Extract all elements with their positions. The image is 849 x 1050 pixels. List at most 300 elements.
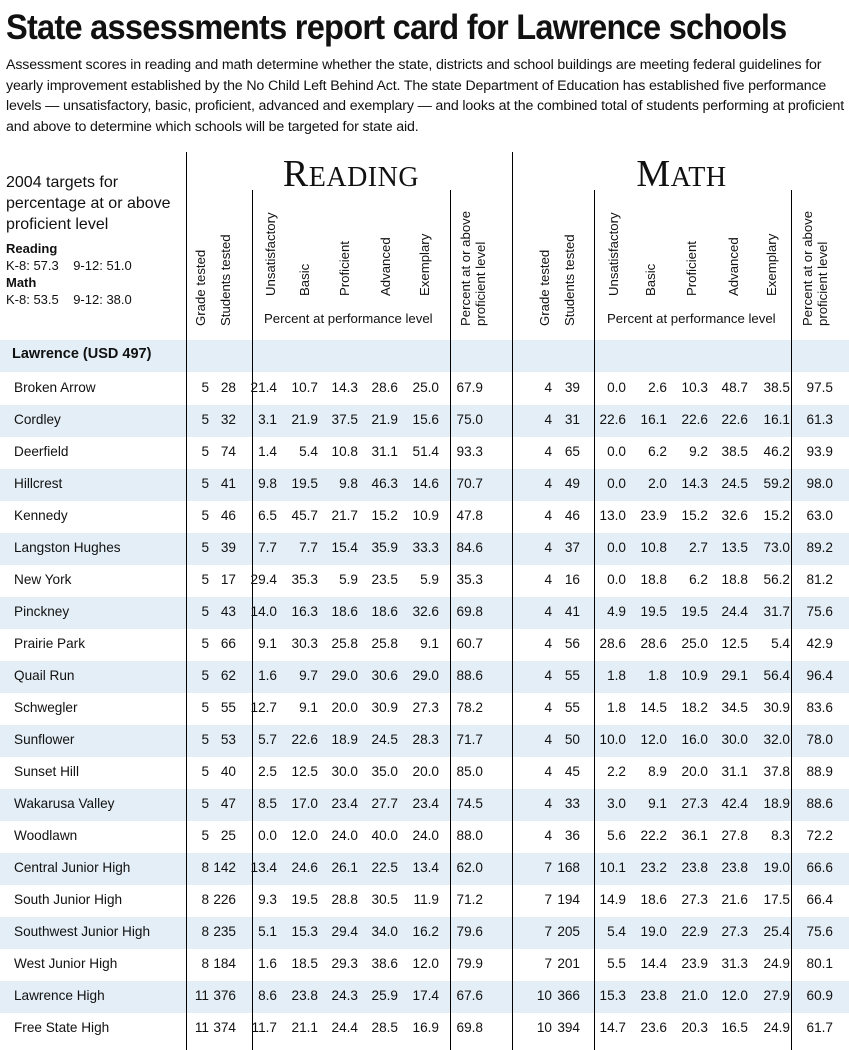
reading-cell: 5: [201, 476, 209, 491]
reading-cell: 23.4: [331, 796, 358, 811]
reading-cell: 45.7: [291, 508, 318, 523]
math-cell: 4: [544, 668, 552, 683]
reading-cell: 15.6: [412, 412, 439, 427]
math-cell: 61.3: [806, 412, 833, 427]
math-cell: 4: [544, 476, 552, 491]
math-cell: 98.0: [806, 476, 833, 491]
math-cell: 22.6: [599, 412, 626, 427]
reading-cell: 24.3: [331, 988, 358, 1003]
math-cell: 41: [564, 604, 580, 619]
reading-header-students: [218, 190, 258, 326]
reading-cell: 14.6: [412, 476, 439, 491]
math-cell: 24.9: [763, 956, 790, 971]
reading-cell: 5: [201, 700, 209, 715]
reading-cell: 9.8: [258, 476, 277, 491]
math-cell: 75.6: [806, 604, 833, 619]
reading-cell: 3.1: [258, 412, 277, 427]
school-name: Southwest Junior High: [14, 924, 151, 939]
math-cell: 36.1: [681, 828, 708, 843]
reading-cell: 84.6: [456, 540, 483, 555]
reading-cell: 5: [201, 380, 209, 395]
math-cell: 37: [564, 540, 580, 555]
reading-cell: 5.4: [299, 444, 318, 459]
math-cell: 78.0: [806, 732, 833, 747]
math-cell: 83.6: [806, 700, 833, 715]
reading-header-label-percent_above: Percent at or above proficient level: [458, 210, 488, 326]
reading-cell: 8: [201, 892, 209, 907]
math-cell: 19.5: [640, 604, 667, 619]
reading-cell: 47.8: [456, 508, 483, 523]
targets-box: [6, 172, 186, 308]
school-name: Free State High: [14, 1020, 110, 1035]
reading-cell: 5: [201, 636, 209, 651]
math-cell: 14.3: [681, 476, 708, 491]
reading-cell: 142: [213, 860, 236, 875]
math-cell: 18.6: [640, 892, 667, 907]
reading-cell: 25.9: [371, 988, 398, 1003]
math-cell: 4: [544, 380, 552, 395]
reading-cell: 18.6: [331, 604, 358, 619]
math-cell: 31.7: [763, 604, 790, 619]
reading-cell: 20.0: [331, 700, 358, 715]
math-cell: 15.3: [599, 988, 626, 1003]
math-header-label-unsatisfactory: Unsatisfactory: [606, 212, 621, 296]
math-cell: 93.9: [806, 444, 833, 459]
math-cell: 4: [544, 508, 552, 523]
reading-cell: 8: [201, 860, 209, 875]
reading-cell: 25: [220, 828, 236, 843]
math-cell: 8.9: [648, 764, 667, 779]
math-cell: 10.3: [681, 380, 708, 395]
reading-cell: 24.5: [371, 732, 398, 747]
reading-cell: 16.2: [412, 924, 439, 939]
reading-cell: 12.7: [250, 700, 277, 715]
reading-cell: 5.7: [258, 732, 277, 747]
math-cell: 16.5: [721, 1020, 748, 1035]
math-cell: 23.9: [640, 508, 667, 523]
math-cell: 27.8: [721, 828, 748, 843]
math-cell: 27.3: [721, 924, 748, 939]
reading-cell: 28.6: [371, 380, 398, 395]
math-header-label-advanced: Advanced: [726, 237, 741, 296]
math-cell: 4: [544, 700, 552, 715]
school-name: Kennedy: [14, 508, 68, 523]
math-cell: 16.1: [763, 412, 790, 427]
reading-cell: 67.9: [456, 380, 483, 395]
reading-cell: 30.6: [371, 668, 398, 683]
reading-cell: 78.2: [456, 700, 483, 715]
math-cell: 366: [557, 988, 580, 1003]
math-cell: 168: [557, 860, 580, 875]
math-cell: 0.0: [607, 380, 626, 395]
reading-cell: 30.5: [371, 892, 398, 907]
math-cell: 80.1: [806, 956, 833, 971]
math-cell: 65: [564, 444, 580, 459]
math-header-label-grade: Grade tested: [537, 249, 552, 326]
reading-cell: 35.3: [456, 572, 483, 587]
math-cell: 4: [544, 636, 552, 651]
reading-cell: 25.0: [412, 380, 439, 395]
page-title: State assessments report card for Lawrence schools: [6, 8, 787, 47]
math-cell: 10: [536, 1020, 552, 1035]
math-cell: 1.8: [648, 668, 667, 683]
math-cell: 30.0: [721, 732, 748, 747]
math-cell: 12.5: [721, 636, 748, 651]
reading-cell: 55: [220, 700, 236, 715]
school-name: Deerfield: [14, 444, 69, 459]
reading-header-advanced: [378, 190, 418, 326]
reading-cell: 60.7: [456, 636, 483, 651]
reading-cell: 66: [220, 636, 236, 651]
math-cell: 20.0: [681, 764, 708, 779]
reading-cell: 12.0: [412, 956, 439, 971]
reading-cell: 12.0: [291, 828, 318, 843]
reading-cell: 19.5: [291, 892, 318, 907]
reading-cell: 28.8: [331, 892, 358, 907]
math-cell: 31.3: [721, 956, 748, 971]
math-cell: 14.5: [640, 700, 667, 715]
reading-cell: 16.3: [291, 604, 318, 619]
reading-cell: 15.3: [291, 924, 318, 939]
math-cell: 56: [564, 636, 580, 651]
math-cell: 56.2: [763, 572, 790, 587]
math-cell: 55: [564, 700, 580, 715]
math-cell: 96.4: [806, 668, 833, 683]
reading-cell: 7.7: [299, 540, 318, 555]
school-name: South Junior High: [14, 892, 123, 907]
math-cell: 37.8: [763, 764, 790, 779]
reading-header-basic: [297, 190, 337, 326]
school-name: Broken Arrow: [14, 380, 96, 395]
intro-paragraph: Assessment scores in reading and math determine whether the state, districts and school buildings are meeting federal guidelines for yearly improvement established by the No Child Left Behind Act. The state Department of Education has established five performance levels — unsatisfactory, basic, proficient, advanced and exemplary — and looks at the combined total of students performing at proficient and above to determine which schools will be targeted for state aid.: [6, 57, 844, 135]
math-cell: 1.8: [607, 700, 626, 715]
reading-cell: 37.5: [331, 412, 358, 427]
reading-cell: 22.6: [291, 732, 318, 747]
reading-cell: 19.5: [291, 476, 318, 491]
reading-cell: 9.1: [299, 700, 318, 715]
reading-cell: 376: [213, 988, 236, 1003]
school-name: Cordley: [14, 412, 61, 427]
math-cell: 16: [564, 572, 580, 587]
reading-cell: 30.0: [331, 764, 358, 779]
targets-reading-values: K-8: 57.3 9-12: 51.0: [6, 258, 132, 273]
school-name: Central Junior High: [14, 860, 131, 875]
reading-cell: 51.4: [412, 444, 439, 459]
math-cell: 18.8: [721, 572, 748, 587]
math-cell: 31: [564, 412, 580, 427]
math-cell: 4: [544, 444, 552, 459]
reading-cell: 31.1: [371, 444, 398, 459]
math-cell: 4: [544, 796, 552, 811]
reading-cell: 29.0: [412, 668, 439, 683]
math-performance-level-label: Percent at performance level: [607, 311, 776, 326]
math-cell: 19.0: [763, 860, 790, 875]
math-cell: 22.9: [681, 924, 708, 939]
reading-cell: 32: [220, 412, 236, 427]
reading-cell: 23.8: [291, 988, 318, 1003]
math-cell: 27.9: [763, 988, 790, 1003]
math-cell: 4: [544, 540, 552, 555]
math-cell: 17.5: [763, 892, 790, 907]
math-cell: 48.7: [721, 380, 748, 395]
math-cell: 3.0: [607, 796, 626, 811]
math-cell: 10.1: [599, 860, 626, 875]
math-cell: 42.9: [806, 636, 833, 651]
reading-cell: 13.4: [412, 860, 439, 875]
reading-cell: 40.0: [371, 828, 398, 843]
reading-cell: 2.5: [258, 764, 277, 779]
reading-cell: 35.9: [371, 540, 398, 555]
math-header-students: [562, 190, 602, 326]
reading-cell: 5: [201, 572, 209, 587]
math-cell: 4: [544, 764, 552, 779]
reading-cell: 5: [201, 412, 209, 427]
math-cell: 23.8: [681, 860, 708, 875]
reading-cell: 62.0: [456, 860, 483, 875]
math-cell: 50: [564, 732, 580, 747]
math-cell: 59.2: [763, 476, 790, 491]
reading-cell: 69.8: [456, 1020, 483, 1035]
math-cell: 7: [544, 924, 552, 939]
reading-cell: 5: [201, 604, 209, 619]
reading-cell: 0.0: [258, 828, 277, 843]
math-cell: 4: [544, 828, 552, 843]
math-cell: 88.9: [806, 764, 833, 779]
math-cell: 23.9: [681, 956, 708, 971]
math-cell: 16.1: [640, 412, 667, 427]
reading-cell: 9.3: [258, 892, 277, 907]
reading-cell: 15.4: [331, 540, 358, 555]
school-name: Sunset Hill: [14, 764, 79, 779]
math-cell: 9.1: [648, 796, 667, 811]
math-cell: 27.3: [681, 796, 708, 811]
reading-cell: 29.4: [331, 924, 358, 939]
math-header-label-basic: Basic: [643, 263, 658, 296]
reading-cell: 75.0: [456, 412, 483, 427]
reading-cell: 74.5: [456, 796, 483, 811]
math-cell: 66.6: [806, 860, 833, 875]
reading-cell: 20.0: [412, 764, 439, 779]
math-cell: 31.1: [721, 764, 748, 779]
school-name: Sunflower: [14, 732, 75, 747]
math-cell: 205: [557, 924, 580, 939]
reading-cell: 46.3: [371, 476, 398, 491]
math-cell: 4: [544, 732, 552, 747]
math-cell: 10: [536, 988, 552, 1003]
math-cell: 22.6: [721, 412, 748, 427]
math-cell: 23.8: [721, 860, 748, 875]
reading-cell: 5: [201, 796, 209, 811]
math-cell: 45: [564, 764, 580, 779]
math-cell: 24.4: [721, 604, 748, 619]
reading-cell: 93.3: [456, 444, 483, 459]
math-cell: 5.6: [607, 828, 626, 843]
reading-cell: 8: [201, 956, 209, 971]
math-cell: 5.4: [607, 924, 626, 939]
targets-math-label: Math: [6, 275, 37, 290]
math-cell: 30.9: [763, 700, 790, 715]
reading-cell: 27.3: [412, 700, 439, 715]
reading-cell: 32.6: [412, 604, 439, 619]
reading-section-title: READING: [282, 153, 420, 195]
math-cell: 32.6: [721, 508, 748, 523]
math-cell: 10.8: [640, 540, 667, 555]
math-header-basic: [643, 190, 683, 326]
reading-cell: 21.7: [331, 508, 358, 523]
math-cell: 4: [544, 604, 552, 619]
school-name: New York: [14, 572, 72, 587]
district-label: Lawrence (USD 497): [12, 346, 152, 362]
math-cell: 22.2: [640, 828, 667, 843]
math-cell: 12.0: [721, 988, 748, 1003]
school-name: Pinckney: [14, 604, 70, 619]
math-cell: 9.2: [689, 444, 708, 459]
math-cell: 46: [564, 508, 580, 523]
reading-cell: 184: [213, 956, 236, 971]
reading-cell: 23.4: [412, 796, 439, 811]
reading-cell: 5: [201, 444, 209, 459]
reading-cell: 79.6: [456, 924, 483, 939]
reading-cell: 62: [220, 668, 236, 683]
reading-cell: 28.5: [371, 1020, 398, 1035]
math-cell: 23.2: [640, 860, 667, 875]
math-cell: 29.1: [721, 668, 748, 683]
math-cell: 22.6: [681, 412, 708, 427]
math-cell: 55: [564, 668, 580, 683]
math-cell: 24.5: [721, 476, 748, 491]
reading-cell: 35.0: [371, 764, 398, 779]
reading-cell: 88.0: [456, 828, 483, 843]
math-cell: 394: [557, 1020, 580, 1035]
math-cell: 89.2: [806, 540, 833, 555]
reading-cell: 29.0: [331, 668, 358, 683]
math-header-proficient: [684, 190, 724, 326]
school-name: Hillcrest: [14, 476, 63, 491]
math-cell: 2.6: [648, 380, 667, 395]
reading-cell: 10.8: [331, 444, 358, 459]
reading-cell: 6.5: [258, 508, 277, 523]
targets-heading: 2004 targets for percentage at or above proficient level: [6, 174, 171, 233]
math-cell: 23.8: [640, 988, 667, 1003]
reading-header-label-unsatisfactory: Unsatisfactory: [263, 212, 278, 296]
reading-cell: 18.5: [291, 956, 318, 971]
reading-cell: 5: [201, 540, 209, 555]
reading-cell: 11.9: [413, 892, 439, 907]
reading-cell: 71.7: [456, 732, 483, 747]
math-cell: 42.4: [721, 796, 748, 811]
reading-cell: 10.7: [291, 380, 318, 395]
reading-header-label-basic: Basic: [297, 263, 312, 296]
reading-cell: 5: [201, 508, 209, 523]
math-cell: 6.2: [648, 444, 667, 459]
reading-cell: 74: [220, 444, 236, 459]
math-cell: 14.9: [599, 892, 626, 907]
reading-cell: 71.2: [456, 892, 483, 907]
math-cell: 15.2: [681, 508, 708, 523]
reading-cell: 8.5: [258, 796, 277, 811]
reading-cell: 5: [201, 828, 209, 843]
reading-cell: 24.0: [412, 828, 439, 843]
math-cell: 0.0: [607, 444, 626, 459]
reading-cell: 33.3: [412, 540, 439, 555]
math-cell: 32.0: [763, 732, 790, 747]
math-cell: 20.3: [681, 1020, 708, 1035]
reading-cell: 22.5: [371, 860, 398, 875]
math-cell: 21.6: [721, 892, 748, 907]
math-cell: 1.8: [607, 668, 626, 683]
reading-cell: 25.8: [371, 636, 398, 651]
school-name: Langston Hughes: [14, 540, 121, 555]
reading-cell: 1.4: [258, 444, 277, 459]
reading-performance-level-label: Percent at performance level: [264, 311, 433, 326]
reading-cell: 13.4: [250, 860, 277, 875]
math-cell: 19.5: [681, 604, 708, 619]
math-cell: 19.0: [640, 924, 667, 939]
math-header-unsatisfactory: [606, 190, 646, 326]
reading-cell: 7.7: [258, 540, 277, 555]
reading-cell: 79.9: [456, 956, 483, 971]
reading-cell: 14.3: [331, 380, 358, 395]
reading-cell: 11: [194, 988, 209, 1003]
math-cell: 88.6: [806, 796, 833, 811]
reading-cell: 27.7: [371, 796, 398, 811]
column-rule: [512, 152, 513, 1050]
reading-cell: 21.4: [250, 380, 277, 395]
math-cell: 18.8: [640, 572, 667, 587]
reading-cell: 24.4: [331, 1020, 358, 1035]
reading-cell: 5: [201, 668, 209, 683]
reading-cell: 21.9: [371, 412, 398, 427]
reading-cell: 26.1: [331, 860, 358, 875]
math-cell: 23.6: [640, 1020, 667, 1035]
math-cell: 49: [564, 476, 580, 491]
reading-cell: 235: [213, 924, 236, 939]
math-cell: 36: [564, 828, 580, 843]
math-cell: 28.6: [640, 636, 667, 651]
reading-cell: 29.4: [250, 572, 277, 587]
reading-cell: 11.7: [251, 1020, 277, 1035]
math-cell: 33: [564, 796, 580, 811]
math-cell: 5.5: [607, 956, 626, 971]
reading-cell: 21.9: [291, 412, 318, 427]
math-cell: 5.4: [771, 636, 790, 651]
math-cell: 13.0: [599, 508, 626, 523]
reading-cell: 18.9: [331, 732, 358, 747]
reading-cell: 11: [194, 1020, 209, 1035]
reading-cell: 25.8: [331, 636, 358, 651]
reading-cell: 28.3: [412, 732, 439, 747]
math-cell: 27.3: [681, 892, 708, 907]
reading-cell: 5: [201, 764, 209, 779]
reading-cell: 9.1: [420, 636, 439, 651]
math-cell: 72.2: [806, 828, 833, 843]
reading-header-proficient: [337, 190, 377, 326]
reading-cell: 23.5: [371, 572, 398, 587]
math-header-label-students: Students tested: [562, 234, 577, 326]
math-cell: 2.0: [648, 476, 667, 491]
reading-cell: 5.9: [339, 572, 358, 587]
math-cell: 28.6: [599, 636, 626, 651]
math-cell: 4: [544, 572, 552, 587]
math-cell: 0.0: [607, 572, 626, 587]
school-name: Schwegler: [14, 700, 78, 715]
math-cell: 201: [557, 956, 580, 971]
math-cell: 66.4: [806, 892, 833, 907]
reading-cell: 41: [220, 476, 236, 491]
reading-cell: 34.0: [371, 924, 398, 939]
reading-cell: 226: [213, 892, 236, 907]
math-section-title: MATH: [636, 153, 727, 195]
